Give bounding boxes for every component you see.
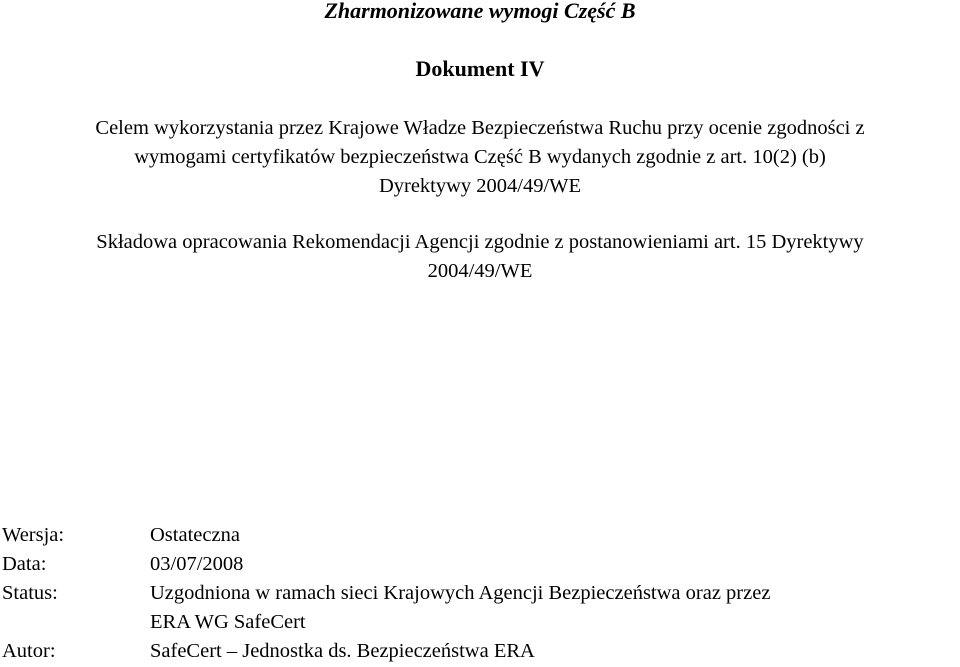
date-value: 03/07/2008 (150, 553, 244, 575)
author-value: SafeCert – Jednostka ds. Bezpieczeństwa ERA (150, 640, 535, 662)
document-title: Zharmonizowane wymogi Część B (324, 0, 636, 23)
metadata-row-author (2, 637, 957, 666)
purpose-line: Celem wykorzystania przez Krajowe Władze Bezpieczeństwa Ruchu przy ocenie zgodności z (95, 117, 865, 139)
document-component-note (0, 228, 960, 286)
version-label: Wersja: (2, 524, 65, 546)
purpose-line: wymogami certyfikatów bezpieczeństwa Część B wydanych zgodnie z art. 10(2) (b) (134, 146, 826, 168)
status-value-line: Uzgodniona w ramach sieci Krajowych Agencji Bezpieczeństwa oraz przez (150, 582, 771, 604)
document-purpose (0, 114, 960, 201)
metadata-row-version (2, 521, 957, 550)
version-value: Ostateczna (150, 524, 240, 546)
metadata-row-date (2, 550, 957, 579)
author-label: Autor: (2, 640, 56, 662)
status-label: Status: (2, 582, 58, 604)
document-number: Dokument IV (415, 56, 545, 81)
status-value (150, 579, 957, 637)
document-metadata (2, 521, 957, 666)
purpose-line: Dyrektywy 2004/49/WE (378, 175, 582, 197)
status-value-line: ERA WG SafeCert (150, 611, 306, 633)
component-line: 2004/49/WE (427, 260, 533, 282)
date-label: Data: (2, 553, 47, 575)
metadata-row-status (2, 579, 957, 637)
component-line: Składowa opracowania Rekomendacji Agencji zgodnie z postanowieniami art. 15 Dyrektywy (96, 231, 864, 253)
